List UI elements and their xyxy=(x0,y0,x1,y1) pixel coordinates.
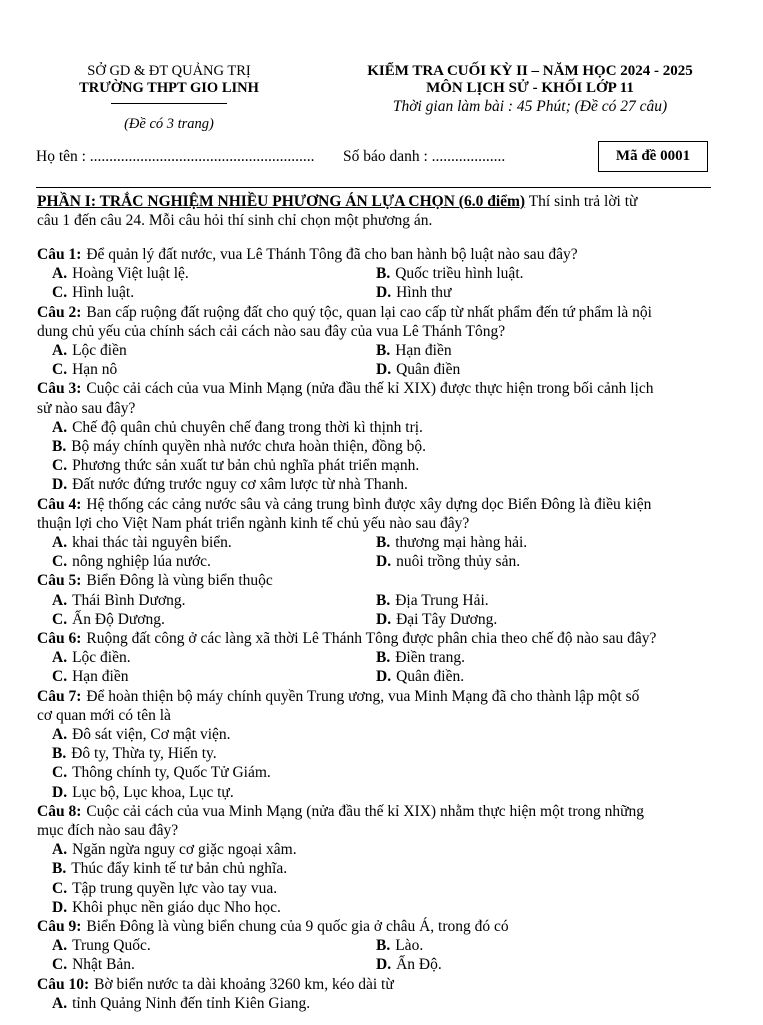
option-text: Hạn điền xyxy=(72,668,129,686)
option-text: Địa Trung Hải. xyxy=(395,591,489,609)
question-text xyxy=(37,629,656,648)
answer-option[interactable] xyxy=(52,667,128,686)
option-text: Tập trung quyền lực vào tay vua. xyxy=(72,879,278,897)
option-label: B. xyxy=(376,534,391,551)
option-text: Thông chính ty, Quốc Tử Giám. xyxy=(72,764,271,782)
option-label: C. xyxy=(52,764,68,782)
answer-option[interactable] xyxy=(52,994,310,1013)
question-stem: sử nào sau đây? xyxy=(37,399,136,417)
option-text: Chế độ quân chủ chuyên chế đang trong thời kì thịnh trị. xyxy=(72,418,423,436)
answer-option[interactable] xyxy=(376,341,452,360)
question-stem: Biển Đông là vùng biển thuộc xyxy=(86,572,273,590)
question-text xyxy=(37,802,644,821)
question-number: Câu 4: xyxy=(37,495,82,513)
answer-option[interactable] xyxy=(52,955,135,974)
option-label: C. xyxy=(52,610,68,628)
option-label: B. xyxy=(376,591,391,609)
option-text: nông nghiệp lúa nước. xyxy=(72,553,211,571)
question-text xyxy=(37,975,394,994)
question-number: Câu 5: xyxy=(37,572,82,590)
answer-option[interactable] xyxy=(376,283,451,302)
answer-option[interactable] xyxy=(52,418,423,437)
answer-option[interactable] xyxy=(52,456,419,475)
answer-option[interactable] xyxy=(52,610,165,629)
question-text xyxy=(37,379,653,398)
option-text: Quân điền. xyxy=(396,668,465,686)
option-text: Khôi phục nền giáo dục Nho học. xyxy=(72,898,281,916)
question-text xyxy=(37,514,469,533)
question-stem: Để hoàn thiện bộ máy chính quyền Trung ương, vua Minh Mạng đã cho thành lập một số xyxy=(86,687,640,705)
question-number: Câu 2: xyxy=(37,303,82,321)
option-label: A. xyxy=(52,994,68,1012)
section-title: PHẦN I: TRẮC NGHIỆM NHIỀU PHƯƠNG ÁN LỰA CHỌN (6.0 điểm) xyxy=(37,193,526,210)
question-number: Câu 9: xyxy=(37,918,82,935)
question-text xyxy=(37,821,178,840)
option-label: C. xyxy=(52,361,68,379)
answer-option[interactable] xyxy=(52,341,127,360)
option-label: A. xyxy=(52,841,68,859)
answer-option[interactable] xyxy=(52,879,277,898)
answer-option[interactable] xyxy=(52,591,186,610)
question-stem: thuận lợi cho Việt Nam phát triển ngành kinh tế chủ yếu nào sau đây? xyxy=(37,514,470,532)
answer-option[interactable] xyxy=(52,648,131,667)
option-label: A. xyxy=(52,591,68,609)
option-text: Hạn nô xyxy=(72,361,118,379)
option-label: B. xyxy=(52,438,67,455)
exam-code-box: Mã đề 0001 xyxy=(598,141,708,172)
answer-option[interactable] xyxy=(52,744,217,763)
answer-option[interactable] xyxy=(376,264,524,283)
question-text xyxy=(37,303,652,322)
header-divider xyxy=(111,103,227,104)
option-label: D. xyxy=(52,476,68,494)
question-stem: Cuộc cải cách của vua Minh Mạng (nửa đầu thế kỉ XIX) nhằm thực hiện một trong những xyxy=(86,802,645,820)
option-label: C. xyxy=(52,956,68,974)
option-label: B. xyxy=(376,937,391,955)
option-label: D. xyxy=(376,361,392,379)
question-stem: Hệ thống các cảng nước sâu và cảng trung bình được xây dựng dọc Biển Đông là điều kiện xyxy=(86,495,652,513)
option-text: Ngăn ngừa nguy cơ giặc ngoại xâm. xyxy=(72,841,297,859)
option-text: nuôi trồng thủy sản. xyxy=(396,553,521,571)
question-text xyxy=(37,706,171,725)
option-text: Thái Bình Dương. xyxy=(72,591,186,609)
option-text: Điền trang. xyxy=(395,649,465,667)
question-number: Câu 6: xyxy=(37,630,82,647)
option-label: D. xyxy=(376,668,392,686)
option-text: Ấn Độ. xyxy=(396,956,442,974)
question-number: Câu 7: xyxy=(37,687,82,705)
option-text: Nhật Bản. xyxy=(72,956,135,974)
answer-option[interactable] xyxy=(52,898,281,917)
option-text: Đô ty, Thừa ty, Hiến ty. xyxy=(71,745,217,763)
option-text: Quốc triều hình luật. xyxy=(395,265,524,283)
option-text: Hình thư xyxy=(396,284,452,302)
option-text: Quân điền xyxy=(396,361,461,379)
answer-option[interactable] xyxy=(376,648,465,667)
option-label: D. xyxy=(376,956,392,974)
answer-option[interactable] xyxy=(376,936,423,955)
answer-option[interactable] xyxy=(52,840,297,859)
option-label: C. xyxy=(52,879,68,897)
question-stem: Ruộng đất công ở các làng xã thời Lê Thánh Tông được phân chia theo chế độ nào sau đây? xyxy=(86,630,657,647)
answer-option[interactable] xyxy=(52,859,287,878)
answer-option[interactable] xyxy=(52,725,231,744)
option-text: Hoàng Việt luật lệ. xyxy=(72,265,189,283)
question-text xyxy=(37,322,505,341)
option-text: Hạn điền xyxy=(395,342,452,359)
option-text: tỉnh Quảng Ninh đến tỉnh Kiên Giang. xyxy=(72,994,311,1012)
option-label: B. xyxy=(376,265,391,283)
section-instruction-cont: câu 1 đến câu 24. Mỗi câu hỏi thí sinh chỉ chọn một phương án. xyxy=(37,212,433,229)
option-label: A. xyxy=(52,937,68,955)
exam-subject: MÔN LỊCH SỬ - KHỐI LỚP 11 xyxy=(426,80,634,96)
option-label: A. xyxy=(52,726,68,743)
school-name: TRƯỜNG THPT GIO LINH xyxy=(79,80,259,96)
option-label: D. xyxy=(52,898,68,916)
answer-option[interactable] xyxy=(52,783,234,802)
question-stem: dung chủ yếu của chính sách cải cách nào sau đây của vua Lê Thánh Tông? xyxy=(37,322,506,340)
exam-title: KIỂM TRA CUỐI KỲ II – NĂM HỌC 2024 - 2025 xyxy=(367,63,693,79)
question-stem: Ban cấp ruộng đất ruộng đất cho quý tộc, quan lại cao cấp từ nhất phẩm đến tứ phẩm là nội xyxy=(86,303,652,321)
answer-option[interactable] xyxy=(376,955,442,974)
option-text: Lộc điền xyxy=(72,342,127,359)
question-text xyxy=(37,687,639,706)
answer-option[interactable] xyxy=(52,475,408,494)
section-heading xyxy=(37,192,637,211)
option-label: C. xyxy=(52,553,68,571)
question-text xyxy=(37,571,273,590)
answer-option[interactable] xyxy=(376,360,460,379)
option-label: B. xyxy=(376,649,391,667)
answer-option[interactable] xyxy=(52,763,271,782)
answer-option[interactable] xyxy=(52,936,151,955)
answer-option[interactable] xyxy=(52,264,189,283)
option-text: Thúc đẩy kinh tế tư bản chủ nghĩa. xyxy=(71,860,288,878)
option-label: A. xyxy=(52,342,68,359)
answer-option[interactable] xyxy=(376,667,464,686)
question-text xyxy=(37,495,651,514)
question-number: Câu 10: xyxy=(37,975,90,993)
question-text xyxy=(37,245,578,264)
question-number: Câu 8: xyxy=(37,802,82,820)
option-label: D. xyxy=(52,783,68,801)
option-label: A. xyxy=(52,418,68,436)
department-name: SỞ GD & ĐT QUẢNG TRỊ xyxy=(87,63,251,79)
option-text: Đất nước đứng trước nguy cơ xâm lược từ nhà Thanh. xyxy=(72,476,408,494)
answer-option[interactable] xyxy=(52,283,134,302)
option-text: Lộc điền. xyxy=(72,649,131,667)
option-text: Lào. xyxy=(395,937,424,955)
answer-option[interactable] xyxy=(376,610,497,629)
section-divider xyxy=(36,187,711,188)
question-stem: Biển Đông là vùng biển chung của 9 quốc gia ở châu Á, trong đó có xyxy=(86,918,509,935)
question-stem: Cuộc cải cách của vua Minh Mạng (nửa đầu thế kỉ XIX) được thực hiện trong bối cảnh lịch xyxy=(86,380,654,398)
option-label: C. xyxy=(52,668,68,686)
question-number: Câu 3: xyxy=(37,380,82,398)
answer-option[interactable] xyxy=(376,591,489,610)
option-label: B. xyxy=(52,860,67,878)
question-stem: mục đích nào sau đây? xyxy=(37,822,179,839)
answer-option[interactable] xyxy=(52,360,117,379)
question-text xyxy=(37,917,509,936)
option-label: B. xyxy=(52,745,67,763)
option-label: D. xyxy=(376,610,392,628)
option-label: D. xyxy=(376,553,392,571)
option-text: Hình luật. xyxy=(72,284,135,302)
option-text: Đô sát viện, Cơ mật viện. xyxy=(72,726,231,743)
option-label: B. xyxy=(376,342,391,359)
answer-option[interactable] xyxy=(376,533,527,552)
section-instruction: Thí sinh trả lời từ xyxy=(525,193,638,210)
question-stem: Để quản lý đất nước, vua Lê Thánh Tông đã cho ban hành bộ luật nào sau đây? xyxy=(86,246,578,263)
option-text: Bộ máy chính quyền nhà nước chưa hoàn thiện, đồng bộ. xyxy=(71,438,426,455)
option-text: Phương thức sản xuất tư bản chủ nghĩa phát triển mạnh. xyxy=(72,457,420,475)
option-text: Trung Quốc. xyxy=(72,937,151,955)
answer-option[interactable] xyxy=(52,552,211,571)
option-text: Lục bộ, Lục khoa, Lục tự. xyxy=(72,783,234,801)
student-name-field[interactable]: Họ tên : .......................................................... xyxy=(36,148,315,165)
page-count-note: (Đề có 3 trang) xyxy=(124,116,214,132)
option-text: khai thác tài nguyên biển. xyxy=(72,534,232,551)
candidate-number-field[interactable]: Số báo danh : ................... xyxy=(343,148,506,165)
question-stem: cơ quan mới có tên là xyxy=(37,706,171,724)
answer-option[interactable] xyxy=(376,552,520,571)
answer-option[interactable] xyxy=(52,533,232,552)
question-number: Câu 1: xyxy=(37,246,82,263)
option-label: A. xyxy=(52,649,68,667)
option-label: C. xyxy=(52,457,68,475)
option-text: thương mại hàng hải. xyxy=(395,534,528,551)
option-label: A. xyxy=(52,265,68,283)
option-label: A. xyxy=(52,534,68,551)
question-text xyxy=(37,399,135,418)
question-stem: Bờ biển nước ta dài khoảng 3260 km, kéo dài từ xyxy=(94,975,394,993)
exam-time-note: Thời gian làm bài : 45 Phút; (Đề có 27 câu) xyxy=(392,98,668,115)
option-text: Đại Tây Dương. xyxy=(396,610,498,628)
option-label: D. xyxy=(376,284,392,302)
option-text: Ấn Độ Dương. xyxy=(72,610,165,628)
answer-option[interactable] xyxy=(52,437,426,456)
option-label: C. xyxy=(52,284,68,302)
